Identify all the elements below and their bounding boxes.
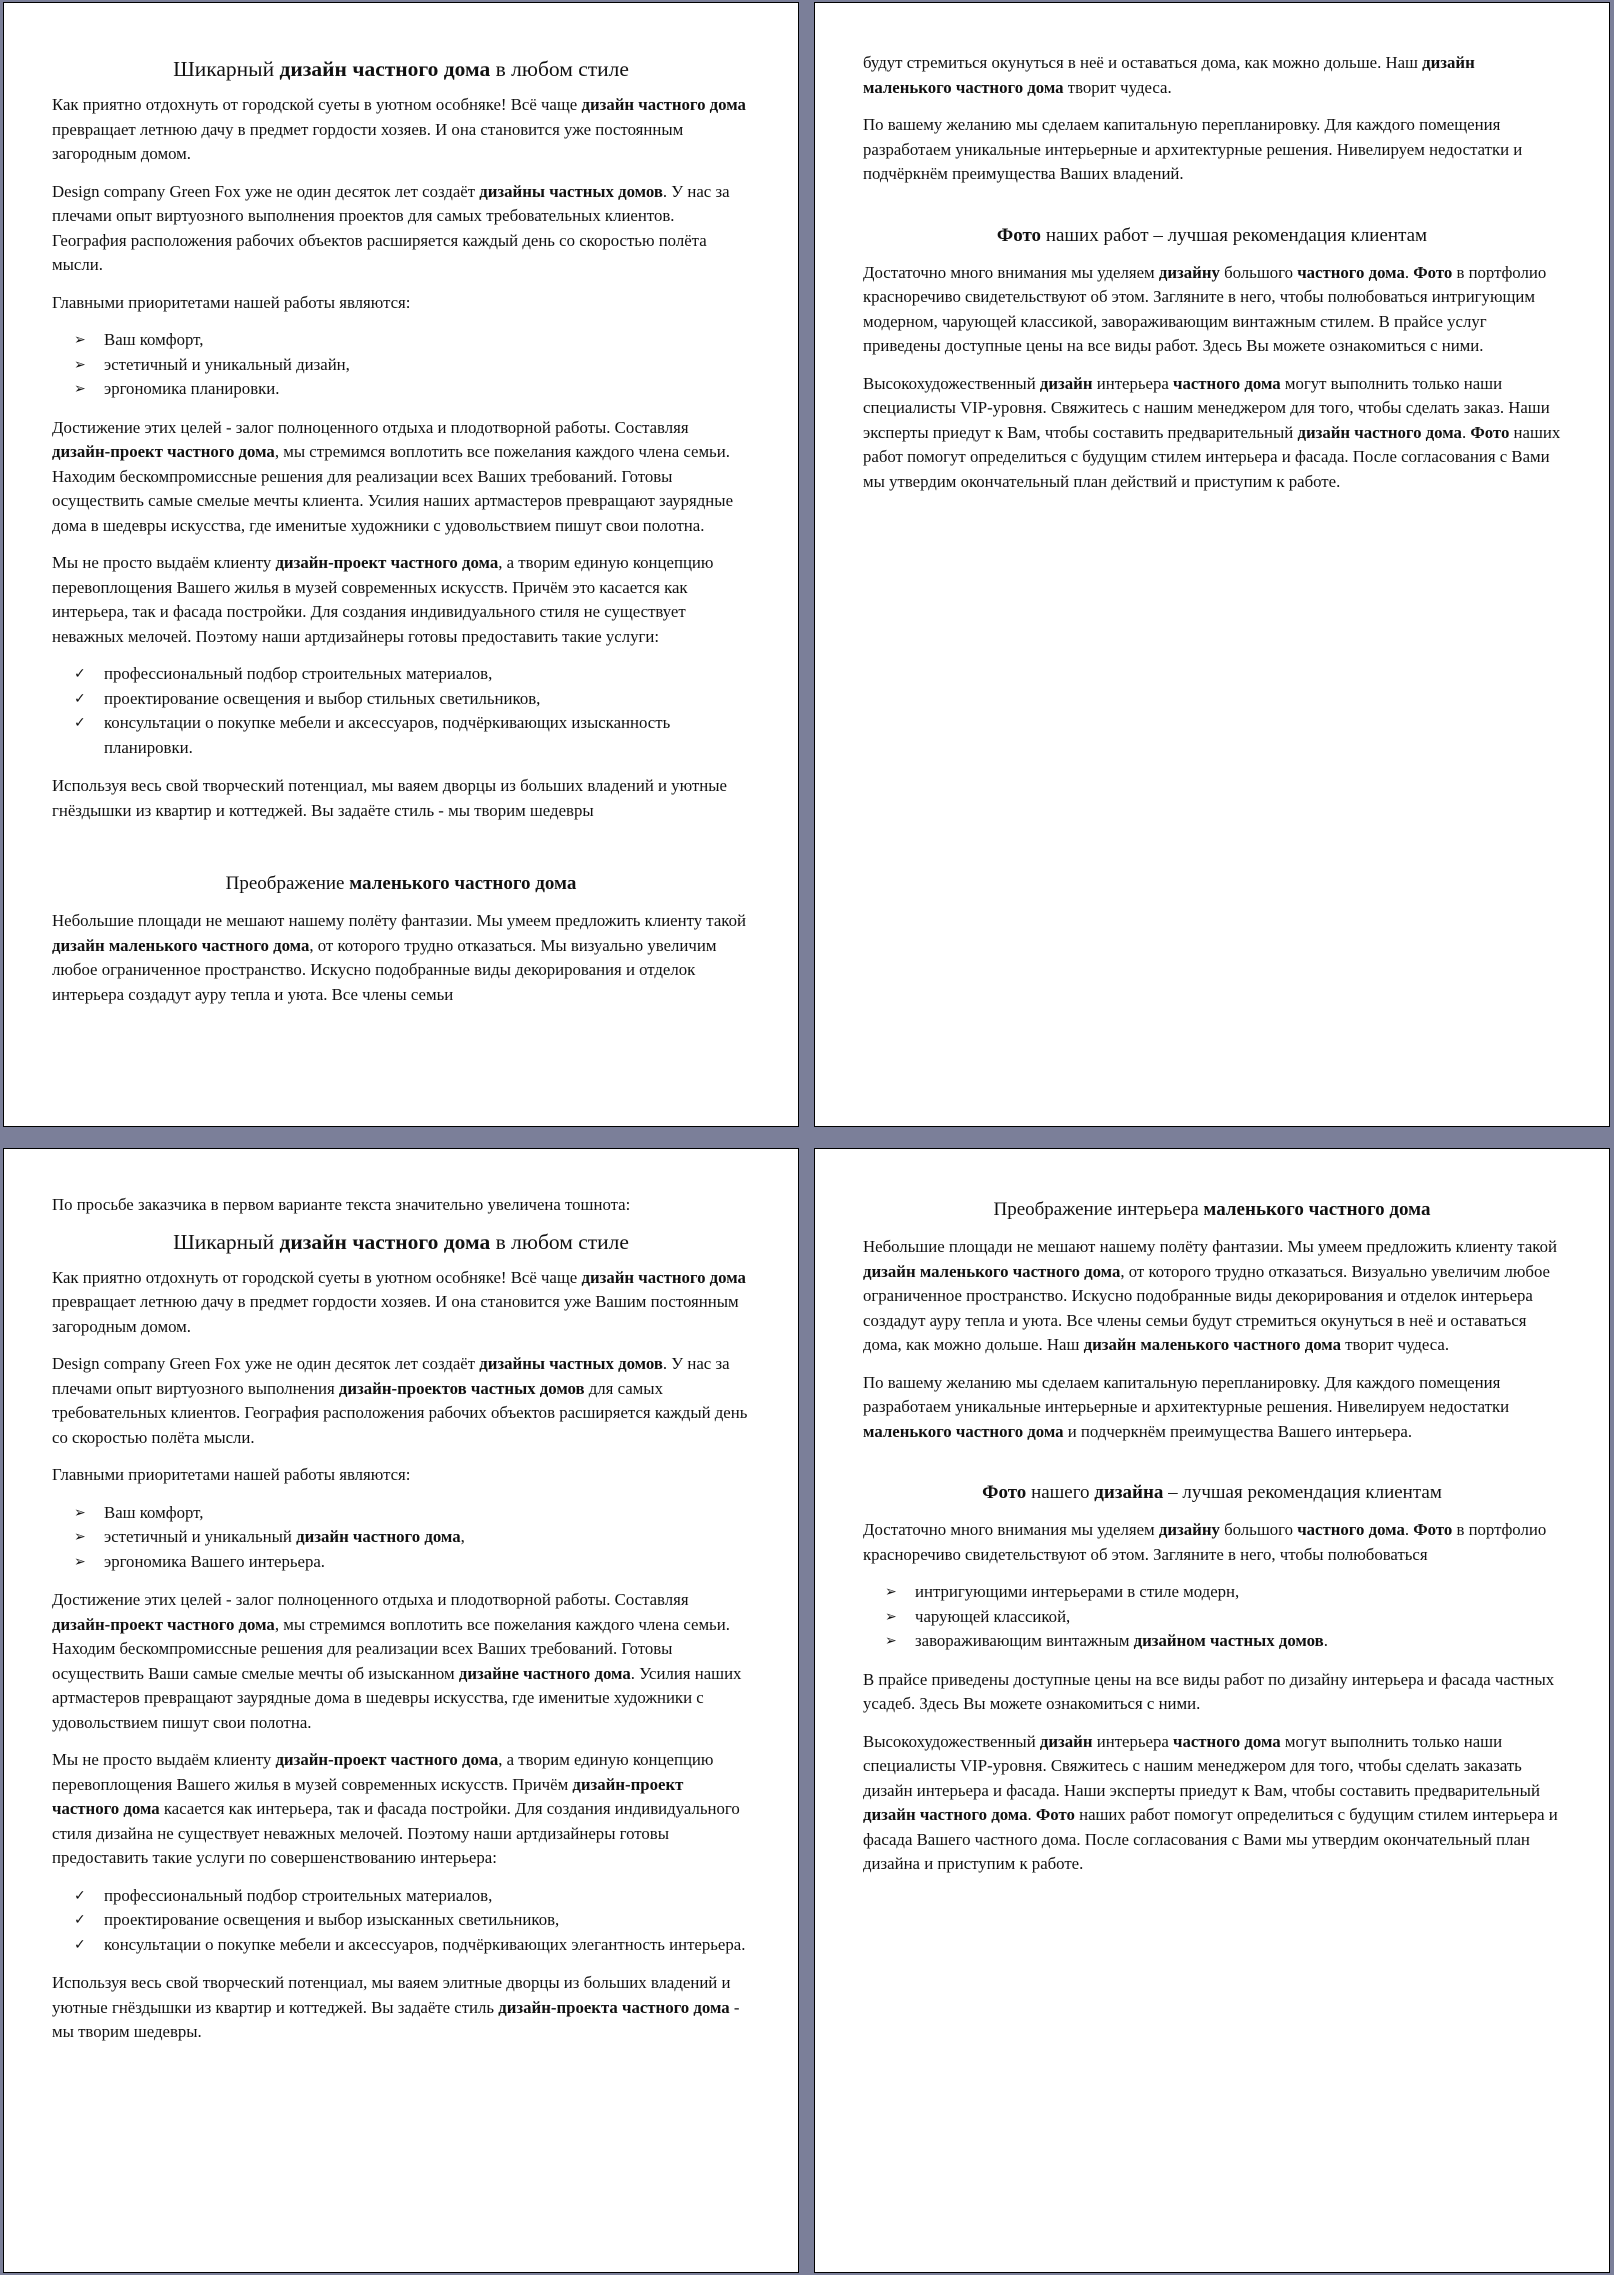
bold-keyword: дизайн-проект частного дома [52, 1614, 275, 1634]
text-run: в портфолио красноречиво свидетельствуют об этом. Загляните в него, чтобы полюбоваться [863, 1520, 1547, 1564]
text-run: , а творим единую концепцию перевоплощения Вашего жилья в музей современных искусств. Причём это касается как интерьера, так и фасада постройки. Для создания индивидуального стиля не существует неважных мелочей. Поэтому наши артдизайнеры готовы предоставить такие услуги: [52, 553, 714, 646]
text-run: проектирование освещения и выбор изысканных светильников, [104, 1910, 560, 1929]
text-run: консультации о покупке мебели и аксессуаров, подчёркивающих изысканность планировки. [104, 713, 671, 757]
arrow-bullet-icon: ➢ [885, 1584, 897, 1600]
text-run: Ваш комфорт, [104, 330, 204, 349]
bold-keyword: дизайне частного дома [458, 1663, 631, 1683]
paragraph [52, 774, 750, 823]
text-run: Небольшие площади не мешают нашему полёту фантазии. Мы умеем предложить клиенту такой [863, 1237, 1557, 1256]
bold-keyword: дизайн частного дома [279, 57, 491, 81]
text-run: проектирование освещения и выбор стильных светильников, [104, 688, 541, 708]
arrow-bullet-icon: ➢ [74, 1529, 86, 1545]
paragraph [52, 416, 750, 539]
bold-keyword: частного дома [1173, 373, 1281, 393]
text-run: Мы не просто выдаём клиенту [52, 553, 276, 572]
bold-keyword: дизайн частного дома [296, 1527, 461, 1546]
list-item [74, 1501, 750, 1526]
paragraph [52, 909, 750, 1007]
text-run: Достижение этих целей - залог полноценного отдыха и плодотворной работы. Составляя [52, 1590, 689, 1609]
text-run: могут выполнить только наши специалисты VIP-уровня. Свяжитесь с нашим менеджером для того, чтобы сделать заказать дизайн интерьера и фасада. Наши эксперты приедут к Вам, чтобы составить предварительный [863, 1731, 1540, 1800]
text-run: большого [1219, 262, 1298, 282]
text-run: могут выполнить только наши специалисты VIP-уровня. Свяжитесь с нашим менеджером для того, чтобы сделать заказ. Наши эксперты приедут к Вам, чтобы составить предварительный [863, 373, 1550, 442]
text-run: интригующими интерьерами в стиле модерн, [915, 1582, 1240, 1601]
bold-keyword: дизайн-проекта частного дома [498, 1997, 730, 2017]
text-run: По вашему желанию мы сделаем капитальную перепланировку. Для каждого помещения разработаем уникальные интерьерные и архитектурные решения. Нивелируем недостатки [863, 1372, 1510, 1416]
arrow-bullet-icon: ➢ [885, 1633, 897, 1649]
text-run: эстетичный и уникальный [104, 1527, 297, 1546]
paragraph [863, 1730, 1561, 1877]
list-item [74, 353, 750, 378]
list-item [885, 1605, 1561, 1630]
bold-keyword: дизайн маленького частного дома [52, 935, 310, 955]
text-run: , от которого трудно отказаться. Мы визуально увеличим любое ограниченное пространство. Искусно подобранные виды декорирования и отделок интерьера создадут ауру тепла и уюта. Все члены семьи [52, 935, 717, 1004]
bold-keyword: дизайн частного дома [581, 1267, 746, 1287]
text-run: наших работ помогут определиться с будущим стилем интерьера и фасада. После согласования с Вами мы утвердим окончательный план действий и приступим к работе. [863, 422, 1561, 491]
text-run: творит чудеса. [1063, 77, 1172, 97]
text-run: нашего [1026, 1482, 1095, 1503]
text-run: . [1323, 1631, 1328, 1650]
text-run: консультации о покупке мебели и аксессуаров, подчёркивающих элегантность интерьера. [104, 1934, 746, 1954]
bold-keyword: дизайн-проектов частных домов [338, 1378, 585, 1398]
bold-keyword: дизайн маленького частного дома [863, 1261, 1121, 1281]
bold-keyword: дизайн-проект частного дома [52, 442, 275, 461]
bold-keyword: частного дома [1297, 1520, 1405, 1539]
bold-keyword: Фото [982, 1482, 1027, 1503]
paragraph [863, 1371, 1561, 1445]
bold-keyword: дизайн [1039, 373, 1093, 393]
text-run: Преображение [225, 873, 350, 894]
text-run: Высокохудожественный [863, 373, 1040, 393]
list-item [74, 1933, 750, 1958]
text-run: - мы творим шедевры. [52, 1997, 740, 2041]
arrow-bullet-list [52, 1501, 750, 1575]
paragraph [52, 1463, 750, 1488]
text-run: в любом стиле [490, 57, 629, 81]
bold-keyword: дизайны частных домов [479, 1354, 663, 1373]
text-run: По вашему желанию мы сделаем капитальную перепланировку. Для каждого помещения разработаем уникальные интерьерные и архитектурные решения. Нивелируем недостатки и подчёркнём преимущества Ваших владений. [863, 115, 1523, 183]
text-run: Достижение этих целей - залог полноценного отдыха и плодотворной работы. Составляя [52, 417, 689, 437]
text-run: творит чудеса. [1340, 1335, 1450, 1354]
text-run: . [1027, 1805, 1036, 1824]
text-run: интерьера [1092, 1731, 1173, 1751]
section-heading [863, 223, 1561, 249]
text-run: Высокохудожественный [863, 1731, 1040, 1751]
list-item [74, 1884, 750, 1909]
text-run: эргономика Вашего интерьера. [104, 1551, 325, 1571]
paragraph [863, 261, 1561, 359]
list-item [74, 1908, 750, 1933]
arrow-bullet-icon: ➢ [74, 332, 86, 348]
text-run: чарующей классикой, [915, 1606, 1071, 1626]
paragraph [863, 113, 1561, 187]
arrow-bullet-icon: ➢ [74, 356, 86, 373]
bold-keyword: частного дома [1173, 1731, 1281, 1751]
paragraph [863, 372, 1561, 495]
text-run: Шикарный [173, 1229, 280, 1254]
bold-keyword: дизайн частного дома [279, 1229, 491, 1254]
text-run: Достаточно много внимания мы уделяем [863, 1520, 1159, 1539]
text-run: . Усилия наших артмастеров превращают заурядные дома в шедевры искусства, где именитые художники с удовольствием пишут свои полотна. [52, 1663, 742, 1732]
text-run: Главными приоритетами нашей работы являются: [52, 1465, 411, 1484]
bold-keyword: дизайн маленького частного дома [1083, 1335, 1341, 1354]
text-run: . [1461, 422, 1471, 442]
document-page-1 [3, 2, 799, 1127]
check-bullet-list [52, 1884, 750, 1958]
text-run: профессиональный подбор строительных материалов, [104, 664, 493, 683]
page-title [52, 55, 750, 83]
text-run: Используя весь свой творческий потенциал, мы ваяем элитные дворцы из больших владений и уютные гнёздышки из квартир и коттеджей. Вы задаёте стиль [52, 1973, 731, 2017]
bold-keyword: дизайн частного дома [581, 95, 746, 114]
bold-keyword: дизайну [1158, 262, 1220, 282]
document-page-2 [814, 2, 1610, 1127]
checkmark-icon: ✓ [74, 690, 86, 707]
bold-keyword: дизайн [1039, 1731, 1093, 1751]
paragraph [863, 1518, 1561, 1567]
text-run: , а творим единую концепцию перевоплощения Вашего жилья в музей современных искусств. Причём [52, 1750, 714, 1794]
list-item [885, 1629, 1561, 1654]
text-run: в портфолио красноречиво свидетельствуют об этом. Загляните в него, чтобы полюбоваться интригующим модерном, чарующей классикой, завораживающим винтажным стилем. В прайсе услуг приведены доступные цены на все виды работ. Здесь Вы можете ознакомиться с ними. [863, 262, 1547, 355]
paragraph [52, 1352, 750, 1450]
checkmark-icon: ✓ [74, 1887, 86, 1904]
text-run: По просьбе заказчика в первом варианте текста значительно увеличена тошнота: [52, 1195, 631, 1214]
document-page-4 [814, 1148, 1610, 2273]
bold-keyword: маленького частного дома [1203, 1199, 1431, 1220]
text-run: , от которого трудно отказаться. Визуально увеличим любое ограниченное пространство. Искусно подобранные виды декорирования и отделок интерьера создадут ауру тепла и уюта. Все члены семьи будут стремиться окунуться в неё и оставаться дома, как можно дольше. Наш [863, 1261, 1551, 1354]
text-run: превращает летнюю дачу в предмет гордости хозяев. И она становится уже Вашим постоянным загородным домом. [52, 1292, 739, 1336]
bold-keyword: дизайн-проект частного дома [275, 1750, 499, 1769]
text-run: Design company Green Fox уже не один десяток лет создаёт [52, 181, 480, 201]
text-run: Достаточно много внимания мы уделяем [863, 262, 1159, 282]
text-run: наших работ – лучшая рекомендация клиентам [1041, 224, 1428, 246]
text-run: . [1404, 262, 1414, 282]
bold-keyword: дизайну [1158, 1520, 1220, 1539]
text-run: Небольшие площади не мешают нашему полёту фантазии. Мы умеем предложить клиенту такой [52, 911, 746, 930]
bold-keyword: дизайна [1094, 1482, 1164, 1503]
text-run: . У нас за плечами опыт виртуозного выполнения проектов для самых требовательных клиентов. География расположения рабочих объектов расширяется каждый день со скоростью полёта мысли. [52, 181, 730, 274]
text-run: Как приятно отдохнуть от городской суеты в уютном особняке! Всё чаще [52, 1267, 582, 1287]
bold-keyword: дизайном частных домов [1133, 1631, 1324, 1650]
list-item [74, 1550, 750, 1575]
text-run: Мы не просто выдаём клиенту [52, 1750, 276, 1769]
bold-keyword: Фото [1413, 1520, 1453, 1539]
bold-keyword: дизайн маленького частного дома [863, 53, 1475, 97]
text-run: , [460, 1527, 465, 1546]
text-run: Преображение интерьера [993, 1199, 1204, 1220]
check-bullet-list [52, 662, 750, 760]
list-item [74, 662, 750, 687]
text-run: в любом стиле [490, 1229, 629, 1254]
list-item [74, 377, 750, 402]
list-item [74, 711, 750, 760]
text-run: касается как интерьера, так и фасада постройки. Для создания индивидуального стиля дизайна не существует неважных мелочей. Поэтому наши артдизайнеры готовы предоставить такие услуги по совершенствованию интерьера: [52, 1799, 740, 1867]
arrow-bullet-icon: ➢ [74, 1504, 86, 1521]
checkmark-icon: ✓ [74, 1912, 86, 1928]
document-page-3 [3, 1148, 799, 2273]
text-run: профессиональный подбор строительных материалов, [104, 1885, 493, 1905]
section-heading [52, 871, 750, 897]
text-run: В прайсе приведены доступные цены на все виды работ по дизайну интерьера и фасада частных усадеб. Здесь Вы можете ознакомиться с ними. [863, 1669, 1555, 1713]
text-run: Главными приоритетами нашей работы являются: [52, 292, 411, 312]
paragraph [52, 1588, 750, 1735]
text-run: будут стремиться окунуться в неё и оставаться дома, как можно дольше. Наш [863, 53, 1423, 72]
editor-note [52, 1193, 750, 1218]
bold-keyword: частного дома [1297, 262, 1405, 282]
paragraph [52, 291, 750, 316]
list-item [74, 328, 750, 353]
paragraph [863, 51, 1561, 100]
bold-keyword: дизайн-проект частного дома [275, 553, 499, 572]
paragraph [863, 1668, 1561, 1717]
arrow-bullet-icon: ➢ [885, 1608, 897, 1625]
text-run: . [1404, 1520, 1414, 1539]
bold-keyword: дизайны частных домов [479, 181, 663, 201]
bold-keyword: Фото [1035, 1805, 1075, 1824]
checkmark-icon: ✓ [74, 666, 86, 682]
arrow-bullet-icon: ➢ [74, 1553, 86, 1570]
arrow-bullet-list [863, 1580, 1561, 1654]
checkmark-icon: ✓ [74, 1936, 86, 1953]
paragraph [863, 1235, 1561, 1358]
list-item [885, 1580, 1561, 1605]
checkmark-icon: ✓ [74, 715, 86, 731]
section-heading [863, 1197, 1561, 1223]
paragraph [52, 93, 750, 167]
text-run: , мы стремимся воплотить все пожелания каждого члена семьи. Находим бескомпромиссные решения для реализации всех Ваших требований. Готовы осуществить самые смелые мечты клиента. Усилия наших артмастеров превращают заурядные дома в шедевры искусства, где именитые художники с удовольствием пишут свои полотна. [52, 442, 734, 535]
bold-keyword: дизайн-проект частного дома [52, 1774, 684, 1818]
bold-keyword: Фото [1413, 262, 1453, 282]
paragraph [52, 180, 750, 278]
list-item [74, 1525, 750, 1550]
text-run: превращает летнюю дачу в предмет гордости хозяев. И она становится уже постоянным загородным домом. [52, 119, 684, 163]
paragraph [52, 1266, 750, 1340]
bold-keyword: Фото [996, 224, 1042, 246]
paragraph [52, 551, 750, 649]
text-run: Ваш комфорт, [104, 1502, 204, 1522]
text-run: Используя весь свой творческий потенциал, мы ваяем дворцы из больших владений и уютные гнёздышки из квартир и коттеджей. Вы задаёте стиль - мы творим шедевры [52, 776, 727, 820]
bold-keyword: маленького частного дома [863, 1421, 1064, 1441]
text-run: Как приятно отдохнуть от городской суеты в уютном особняке! Всё чаще [52, 95, 582, 114]
paragraph [52, 1748, 750, 1871]
page-title [52, 1228, 750, 1256]
text-run: . У нас за плечами опыт виртуозного выполнения [52, 1354, 730, 1398]
bold-keyword: дизайн частного дома [863, 1805, 1028, 1824]
text-run: эргономика планировки. [104, 379, 280, 398]
text-run: интерьера [1092, 373, 1173, 393]
text-run: наших работ помогут определиться с будущим стилем интерьера и фасада Вашего частного дома. После согласования с Вами мы утвердим окончательный план дизайна и приступим к работе. [863, 1805, 1558, 1873]
text-run: эстетичный и уникальный дизайн, [104, 354, 350, 374]
arrow-bullet-list [52, 328, 750, 402]
text-run: для самых требовательных клиентов. География расположения рабочих объектов расширяется каждый день со скоростью полёта мысли. [52, 1378, 748, 1447]
text-run: завораживающим винтажным [915, 1631, 1134, 1650]
text-run: Design company Green Fox уже не один десяток лет создаёт [52, 1354, 480, 1373]
bold-keyword: дизайн частного дома [1297, 422, 1462, 442]
paragraph [52, 1971, 750, 2045]
text-run: и подчеркнём преимущества Вашего интерьера. [1063, 1421, 1413, 1441]
text-run: , мы стремимся воплотить все пожелания каждого члена семьи. Находим бескомпромиссные решения для реализации всех Ваших требований. Готовы осуществить Ваши самые смелые мечты об изысканном [52, 1614, 730, 1683]
bold-keyword: Фото [1470, 422, 1510, 442]
text-run: Шикарный [173, 57, 280, 81]
list-item [74, 687, 750, 712]
arrow-bullet-icon: ➢ [74, 381, 86, 397]
text-run: – лучшая рекомендация клиентам [1163, 1482, 1442, 1503]
text-run: большого [1219, 1520, 1298, 1539]
bold-keyword: маленького частного дома [349, 873, 577, 894]
section-heading [863, 1480, 1561, 1506]
